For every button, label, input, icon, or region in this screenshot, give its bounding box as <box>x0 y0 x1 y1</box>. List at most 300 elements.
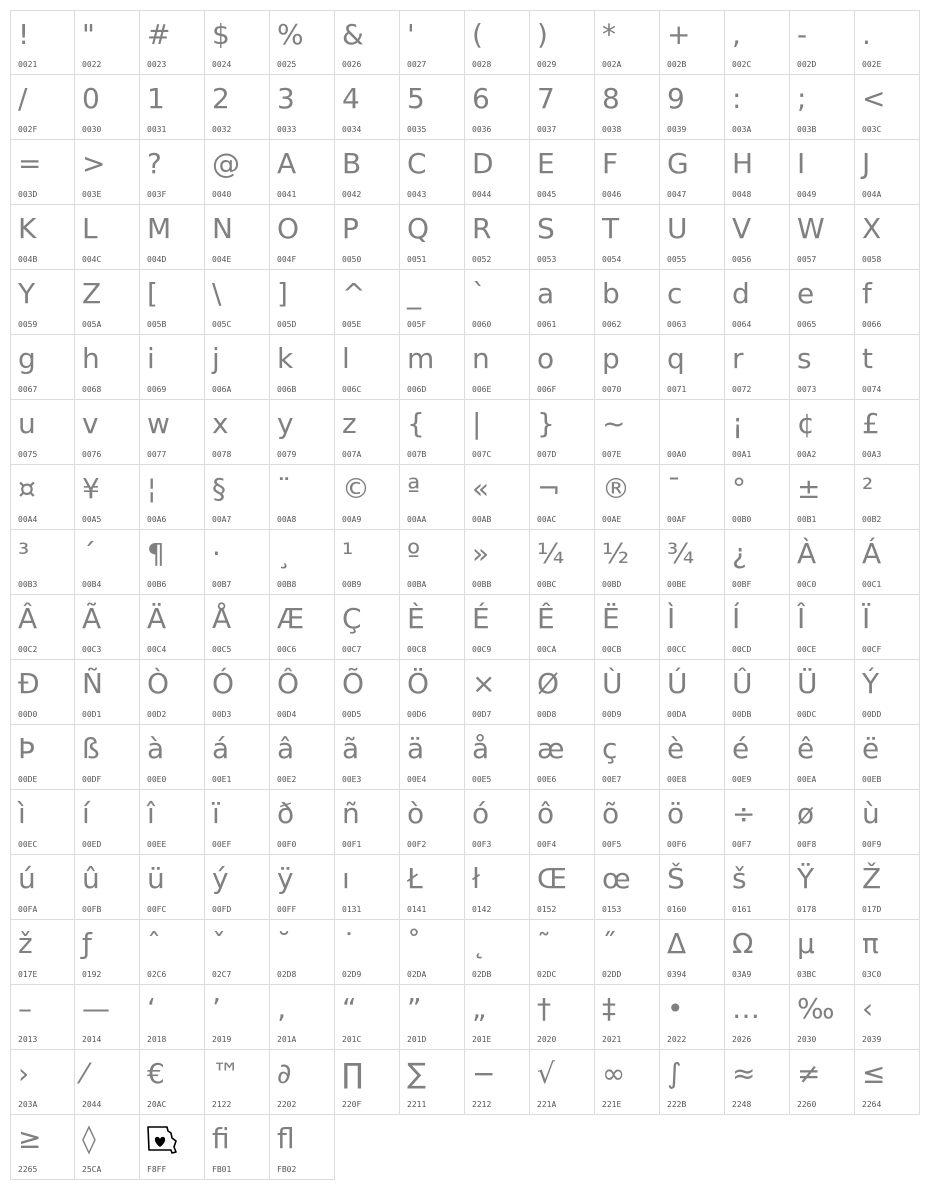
glyph-cell <box>465 725 530 790</box>
glyph-cell <box>530 790 595 855</box>
glyph-cell <box>790 1050 855 1115</box>
glyph-cell <box>10 335 75 400</box>
glyph-char: ≥ <box>18 1122 42 1155</box>
glyph-cell <box>400 790 465 855</box>
glyph-cell <box>400 400 465 465</box>
glyph-char: ñ <box>342 797 360 830</box>
glyph-cell <box>855 725 920 790</box>
glyph-cell <box>140 790 205 855</box>
glyph-codepoint: 002C <box>732 60 752 69</box>
glyph-cell <box>855 985 920 1050</box>
glyph-cell <box>10 400 75 465</box>
glyph-cell <box>75 270 140 335</box>
glyph-cell <box>205 205 270 270</box>
glyph-cell <box>725 335 790 400</box>
glyph-char: o <box>537 342 555 375</box>
glyph-codepoint: 00C4 <box>147 645 167 654</box>
glyph-cell <box>725 10 790 75</box>
glyph-char: ù <box>862 797 880 830</box>
glyph-cell <box>335 855 400 920</box>
glyph-codepoint: 0131 <box>342 905 362 914</box>
glyph-char: Ç <box>342 602 362 635</box>
glyph-char: G <box>667 147 689 180</box>
glyph-codepoint: 006D <box>407 385 427 394</box>
glyph-char: ³ <box>18 537 30 570</box>
glyph-cell <box>530 530 595 595</box>
glyph-cell <box>270 725 335 790</box>
glyph-cell <box>400 660 465 725</box>
glyph-char: Û <box>732 667 753 700</box>
glyph-cell <box>595 790 660 855</box>
glyph-cell <box>465 205 530 270</box>
glyph-codepoint: 004C <box>82 255 102 264</box>
glyph-char: Δ <box>667 927 687 960</box>
glyph-cell <box>75 1050 140 1115</box>
glyph-codepoint: 0045 <box>537 190 557 199</box>
glyph-cell <box>855 10 920 75</box>
glyph-cell <box>790 660 855 725</box>
glyph-char: ë <box>862 732 880 765</box>
glyph-codepoint: 0076 <box>82 450 102 459</box>
glyph-cell <box>205 790 270 855</box>
glyph-codepoint: 02DA <box>407 970 427 979</box>
glyph-char: Ü <box>797 667 818 700</box>
glyph-cell <box>660 1050 725 1115</box>
glyph-cell <box>205 465 270 530</box>
glyph-char: j <box>212 342 220 375</box>
glyph-codepoint: 221E <box>602 1100 622 1109</box>
glyph-char: u <box>18 407 36 440</box>
glyph-codepoint: 0075 <box>18 450 38 459</box>
glyph-codepoint: 02D9 <box>342 970 362 979</box>
glyph-char: ß <box>82 732 100 765</box>
glyph-char: ’ <box>212 992 221 1025</box>
glyph-char: E <box>537 147 555 180</box>
glyph-char: ô <box>537 797 555 830</box>
glyph-cell <box>660 660 725 725</box>
glyph-codepoint: 00E6 <box>537 775 557 784</box>
glyph-char: æ <box>537 732 565 765</box>
glyph-cell <box>660 595 725 660</box>
glyph-cell <box>725 400 790 465</box>
glyph-codepoint: 00DA <box>667 710 687 719</box>
glyph-codepoint: 2030 <box>797 1035 817 1044</box>
glyph-codepoint: 005C <box>212 320 232 329</box>
glyph-cell <box>725 725 790 790</box>
glyph-codepoint: 00BF <box>732 580 752 589</box>
glyph-codepoint: 00C2 <box>18 645 38 654</box>
glyph-codepoint: 00E3 <box>342 775 362 784</box>
glyph-codepoint: 0152 <box>537 905 557 914</box>
glyph-cell <box>10 140 75 205</box>
glyph-char: ƒ <box>82 927 92 960</box>
glyph-codepoint: 0072 <box>732 385 752 394</box>
glyph-codepoint: 2265 <box>18 1165 38 1174</box>
glyph-char: ¶ <box>147 537 165 570</box>
glyph-char: ( <box>472 18 483 51</box>
glyph-codepoint: 0178 <box>797 905 817 914</box>
glyph-codepoint: 222B <box>667 1100 687 1109</box>
glyph-codepoint: 00F4 <box>537 840 557 849</box>
glyph-cell <box>530 855 595 920</box>
glyph-char: ˙ <box>342 927 356 960</box>
glyph-cell <box>75 205 140 270</box>
glyph-cell <box>400 270 465 335</box>
glyph-char: ç <box>602 732 618 765</box>
glyph-char: ≤ <box>862 1057 886 1090</box>
glyph-char: % <box>277 18 304 51</box>
glyph-cell <box>270 660 335 725</box>
glyph-char: J <box>862 147 871 180</box>
glyph-char: d <box>732 277 750 310</box>
glyph-cell <box>75 10 140 75</box>
glyph-char: À <box>797 537 817 570</box>
glyph-codepoint: 0043 <box>407 190 427 199</box>
glyph-codepoint: 2211 <box>407 1100 427 1109</box>
glyph-char: ‹ <box>862 992 874 1025</box>
glyph-char: ∑ <box>407 1057 426 1090</box>
glyph-codepoint: 0070 <box>602 385 622 394</box>
glyph-codepoint: 00EB <box>862 775 882 784</box>
glyph-codepoint: 005D <box>277 320 297 329</box>
glyph-codepoint: 00C9 <box>472 645 492 654</box>
glyph-codepoint: 00BA <box>407 580 427 589</box>
glyph-codepoint: 003F <box>147 190 167 199</box>
glyph-codepoint: 00E0 <box>147 775 167 784</box>
glyph-codepoint: 00B2 <box>862 515 882 524</box>
glyph-char: π <box>862 927 879 960</box>
glyph-cell <box>660 530 725 595</box>
glyph-codepoint: 002E <box>862 60 882 69</box>
glyph-codepoint: 00CC <box>667 645 687 654</box>
glyph-codepoint: 221A <box>537 1100 557 1109</box>
glyph-cell <box>465 920 530 985</box>
glyph-codepoint: 2013 <box>18 1035 38 1044</box>
glyph-cell <box>270 75 335 140</box>
glyph-cell <box>855 270 920 335</box>
glyph-char: p <box>602 342 620 375</box>
glyph-char: q <box>667 342 685 375</box>
glyph-char: Ò <box>147 667 170 700</box>
glyph-codepoint: 00EF <box>212 840 232 849</box>
glyph-codepoint: 02C7 <box>212 970 232 979</box>
glyph-codepoint: 00C6 <box>277 645 297 654</box>
glyph-char: ÷ <box>732 797 756 830</box>
glyph-char: õ <box>602 797 620 830</box>
glyph-cell <box>660 790 725 855</box>
glyph-char: ‘ <box>147 992 156 1025</box>
glyph-cell <box>140 660 205 725</box>
glyph-codepoint: 0077 <box>147 450 167 459</box>
glyph-char: Ã <box>82 602 102 635</box>
glyph-char: [ <box>147 277 158 310</box>
glyph-char: Þ <box>18 732 35 765</box>
glyph-codepoint: 003A <box>732 125 752 134</box>
glyph-char: ˆ <box>147 927 161 960</box>
glyph-codepoint: 005F <box>407 320 427 329</box>
glyph-char: 8 <box>602 82 620 115</box>
glyph-codepoint: 00E2 <box>277 775 297 784</box>
glyph-char: è <box>667 732 685 765</box>
glyph-char: e <box>797 277 815 310</box>
glyph-codepoint: 2014 <box>82 1035 102 1044</box>
glyph-cell <box>660 985 725 1050</box>
glyph-cell <box>400 335 465 400</box>
glyph-cell <box>465 1050 530 1115</box>
glyph-char: Í <box>732 602 741 635</box>
glyph-char: Š <box>667 862 685 895</box>
glyph-cell <box>205 985 270 1050</box>
glyph-codepoint: 2026 <box>732 1035 752 1044</box>
glyph-codepoint: 0041 <box>277 190 297 199</box>
glyph-char: Ł <box>407 862 423 895</box>
glyph-codepoint: 00AB <box>472 515 492 524</box>
glyph-codepoint: 0160 <box>667 905 687 914</box>
glyph-cell <box>855 1050 920 1115</box>
glyph-codepoint: 0033 <box>277 125 297 134</box>
glyph-char: x <box>212 407 229 440</box>
glyph-char: ™ <box>212 1057 240 1090</box>
glyph-char: í <box>82 797 90 830</box>
glyph-char: à <box>147 732 165 765</box>
glyph-cell <box>400 10 465 75</box>
glyph-codepoint: 00DE <box>18 775 38 784</box>
glyph-cell <box>75 400 140 465</box>
glyph-codepoint: 00E9 <box>732 775 752 784</box>
glyph-char: > <box>82 147 106 180</box>
glyph-codepoint: 00B4 <box>82 580 102 589</box>
glyph-cell <box>660 725 725 790</box>
glyph-codepoint: 2202 <box>277 1100 297 1109</box>
glyph-cell <box>205 1050 270 1115</box>
glyph-cell <box>140 920 205 985</box>
glyph-char: √ <box>537 1057 555 1090</box>
glyph-codepoint: 0059 <box>18 320 38 329</box>
glyph-char: $ <box>212 18 230 51</box>
glyph-char: ã <box>342 732 360 765</box>
glyph-cell <box>140 595 205 660</box>
glyph-char: Á <box>862 537 882 570</box>
glyph-char: t <box>862 342 873 375</box>
glyph-codepoint: 00F0 <box>277 840 297 849</box>
glyph-cell <box>790 75 855 140</box>
glyph-codepoint: 017D <box>862 905 882 914</box>
glyph-codepoint: 0037 <box>537 125 557 134</box>
glyph-cell <box>205 140 270 205</box>
glyph-cell <box>400 595 465 660</box>
glyph-char: n <box>472 342 490 375</box>
glyph-codepoint: 0063 <box>667 320 687 329</box>
glyph-char: – <box>18 992 32 1025</box>
glyph-codepoint: 00BE <box>667 580 687 589</box>
glyph-codepoint: 00D4 <box>277 710 297 719</box>
glyph-cell <box>10 920 75 985</box>
glyph-codepoint: 00F7 <box>732 840 752 849</box>
glyph-codepoint: 00CA <box>537 645 557 654</box>
glyph-char: ¼ <box>537 537 565 570</box>
glyph-cell <box>595 855 660 920</box>
glyph-cell <box>140 1050 205 1115</box>
glyph-cell <box>725 530 790 595</box>
glyph-codepoint: 00CF <box>862 645 882 654</box>
glyph-char: ó <box>472 797 490 830</box>
glyph-char: Î <box>797 602 806 635</box>
glyph-codepoint: 006C <box>342 385 362 394</box>
glyph-char: Ê <box>537 602 555 635</box>
glyph-char: Õ <box>342 667 365 700</box>
glyph-char: ® <box>602 472 630 505</box>
glyph-cell <box>10 855 75 920</box>
glyph-cell <box>855 400 920 465</box>
glyph-char: S <box>537 212 555 245</box>
glyph-char: — <box>82 992 110 1025</box>
glyph-cell <box>790 335 855 400</box>
glyph-cell <box>660 75 725 140</box>
glyph-codepoint: 0025 <box>277 60 297 69</box>
glyph-char: ˚ <box>407 927 421 960</box>
glyph-codepoint: 0069 <box>147 385 167 394</box>
glyph-codepoint: 00A1 <box>732 450 752 459</box>
glyph-char: ≈ <box>732 1057 756 1090</box>
glyph-codepoint: 25CA <box>82 1165 102 1174</box>
glyph-cell <box>790 400 855 465</box>
glyph-char: ¬ <box>537 472 561 505</box>
glyph-cell <box>335 10 400 75</box>
glyph-codepoint: 00C1 <box>862 580 882 589</box>
glyph-char: Ø <box>537 667 560 700</box>
glyph-cell <box>790 595 855 660</box>
glyph-char: å <box>472 732 490 765</box>
glyph-char: < <box>862 82 886 115</box>
glyph-codepoint: 0023 <box>147 60 167 69</box>
glyph-cell <box>400 985 465 1050</box>
glyph-char: Ÿ <box>797 862 815 895</box>
glyph-cell <box>790 920 855 985</box>
glyph-char: ‚ <box>277 992 286 1025</box>
glyph-codepoint: 0042 <box>342 190 362 199</box>
glyph-char: # <box>147 18 171 51</box>
glyph-char: ` <box>472 277 486 310</box>
glyph-char: É <box>472 602 490 635</box>
glyph-codepoint: 0029 <box>537 60 557 69</box>
glyph-codepoint: 00CD <box>732 645 752 654</box>
glyph-codepoint: 0064 <box>732 320 752 329</box>
glyph-cell <box>660 270 725 335</box>
glyph-codepoint: 003B <box>797 125 817 134</box>
glyph-char: ø <box>797 797 815 830</box>
glyph-codepoint: 007A <box>342 450 362 459</box>
glyph-cell <box>10 465 75 530</box>
glyph-codepoint: 201A <box>277 1035 297 1044</box>
glyph-cell <box>270 985 335 1050</box>
glyph-char: Â <box>18 602 38 635</box>
glyph-cell <box>10 205 75 270</box>
glyph-codepoint: 00F1 <box>342 840 362 849</box>
glyph-char: Ñ <box>82 667 103 700</box>
glyph-char: â <box>277 732 295 765</box>
glyph-codepoint: 007B <box>407 450 427 459</box>
glyph-cell <box>75 140 140 205</box>
glyph-codepoint: 017E <box>18 970 38 979</box>
glyph-cell <box>400 140 465 205</box>
glyph-char: I <box>797 147 806 180</box>
glyph-cell <box>530 10 595 75</box>
glyph-char: ‰ <box>797 992 835 1025</box>
glyph-char: Ó <box>212 667 235 700</box>
glyph-char: * <box>602 18 616 51</box>
glyph-char: ∂ <box>277 1057 292 1090</box>
glyph-char: " <box>82 18 95 51</box>
glyph-grid <box>10 10 920 1180</box>
glyph-char: ≠ <box>797 1057 821 1090</box>
glyph-cell <box>530 920 595 985</box>
glyph-codepoint: 0022 <box>82 60 102 69</box>
glyph-cell <box>140 855 205 920</box>
glyph-cell <box>595 595 660 660</box>
glyph-char: £ <box>862 407 880 440</box>
glyph-codepoint: 0028 <box>472 60 492 69</box>
glyph-codepoint: 007D <box>537 450 557 459</box>
glyph-cell <box>530 595 595 660</box>
glyph-codepoint: 00E5 <box>472 775 492 784</box>
glyph-cell <box>595 270 660 335</box>
glyph-codepoint: 00B7 <box>212 580 232 589</box>
glyph-codepoint: 0062 <box>602 320 622 329</box>
glyph-char: ∏ <box>342 1057 364 1090</box>
glyph-codepoint: 005E <box>342 320 362 329</box>
glyph-char: Ù <box>602 667 623 700</box>
glyph-codepoint: 2248 <box>732 1100 752 1109</box>
glyph-codepoint: 201D <box>407 1035 427 1044</box>
glyph-char: b <box>602 277 620 310</box>
glyph-cell <box>465 595 530 660</box>
glyph-cell <box>335 465 400 530</box>
glyph-cell <box>530 400 595 465</box>
glyph-codepoint: 00F2 <box>407 840 427 849</box>
glyph-codepoint: 00B3 <box>18 580 38 589</box>
glyph-char: W <box>797 212 825 245</box>
glyph-cell <box>140 335 205 400</box>
glyph-codepoint: 0047 <box>667 190 687 199</box>
glyph-cell <box>270 595 335 660</box>
glyph-char: ] <box>277 277 288 310</box>
glyph-char: È <box>407 602 425 635</box>
glyph-char: , <box>732 18 741 51</box>
glyph-cell <box>335 270 400 335</box>
glyph-codepoint: 2021 <box>602 1035 622 1044</box>
glyph-cell <box>270 465 335 530</box>
glyph-char: ¥ <box>82 472 100 505</box>
glyph-cell <box>790 985 855 1050</box>
glyph-cell <box>140 140 205 205</box>
glyph-char: ì <box>18 797 26 830</box>
glyph-char: ¢ <box>797 407 815 440</box>
glyph-codepoint: 2260 <box>797 1100 817 1109</box>
glyph-codepoint: FB01 <box>212 1165 232 1174</box>
glyph-codepoint: 00BB <box>472 580 492 589</box>
glyph-cell <box>10 530 75 595</box>
glyph-char: M <box>147 212 172 245</box>
glyph-char: i <box>147 342 155 375</box>
glyph-cell <box>400 530 465 595</box>
glyph-cell <box>205 75 270 140</box>
glyph-codepoint: 00D7 <box>472 710 492 719</box>
glyph-codepoint: 00F9 <box>862 840 882 849</box>
glyph-cell <box>725 595 790 660</box>
glyph-cell <box>595 465 660 530</box>
glyph-char: ¹ <box>342 537 354 570</box>
glyph-cell <box>270 530 335 595</box>
